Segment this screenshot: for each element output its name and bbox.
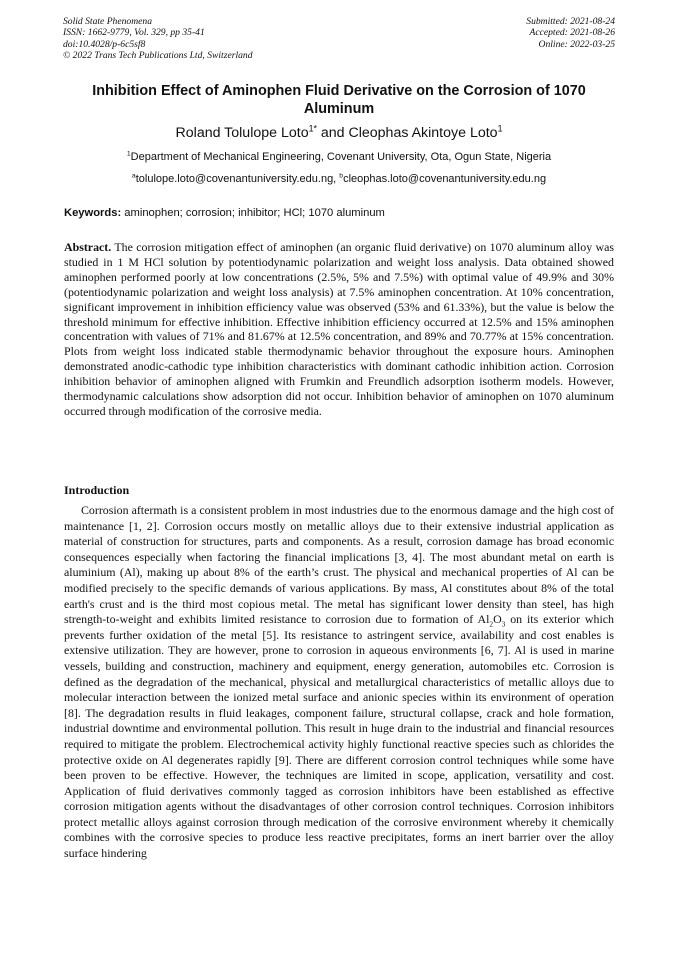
accepted-date: Accepted: 2021-08-26: [529, 27, 615, 39]
author-1-mark: 1*: [308, 123, 317, 134]
abstract-label: Abstract.: [64, 240, 112, 254]
author-2: Cleophas Akintoye Loto: [348, 125, 498, 141]
submission-dates: [526, 16, 615, 50]
journal-doi: doi:10.4028/p-6c5sf8: [63, 38, 146, 50]
keywords-text: aminophen; corrosion; inhibitor; HCl; 1070 aluminum: [121, 207, 385, 219]
author-2-mark: 1: [497, 123, 503, 134]
journal-issn: ISSN: 1662-9779, Vol. 329, pp 35-41: [63, 27, 205, 39]
journal-copyright: © 2022 Trans Tech Publications Ltd, Switzerland: [63, 49, 253, 61]
formula-o-subscript: 3: [501, 619, 506, 629]
paper-title: Inhibition Effect of Aminophen Fluid Derivative on the Corrosion of 1070 Aluminum: [92, 83, 586, 117]
author-emails: [60, 172, 618, 186]
submitted-date: Submitted: 2021-08-24: [526, 16, 615, 27]
introduction-body: [64, 503, 614, 862]
email-b[interactable]: cleophas.loto@covenantuniversity.edu.ng: [343, 173, 547, 185]
formula-al: Al: [477, 612, 490, 627]
abstract: [64, 240, 614, 419]
author-line: [60, 124, 618, 142]
email-b-mark: b: [339, 172, 344, 180]
affiliation-mark: 1: [126, 150, 131, 158]
intro-text-part-2: on its exterior which prevents further oxidation of the metal [5]. Its resistance to astringent service, availability and cost enables is extensive utilization. They are however, prone to corrosion in aqueous environments [6, 7]. Al is used in marine vessels, building and construction, machinery and equipment, energy generation, automobiles etc. Corrosion is defined as the degradation of the mechanical, physical and metallurgical characteristics of metallic alloys due to molecular interaction between the ionized metal surface and anionic species within its environment of operation [8]. The degradation results in fluid leakages, component failure, structural collapse, crack and hole formation, industrial downtime and environmental pollution. This result in huge drain to the industrial and financial resources required to mitigate the problem. Electrochemical activity highly functional reactive species such as chlorides the protective oxide on Al degenerates rapidly [9]. There are different corrosion control techniques while some have been proven to be effective. However, the techniques are limited in scope, application, versatility and cost. Application of fluid derivatives commonly tagged as corrosion inhibitors have been established as effective corrosion mitigation agents without the disadvantages of other corrosion control techniques. Corrosion inhibitors protect metallic alloys against corrosion through medication of the corrosive environment whereby it chemically combines with the corrosive species to produce less reactive precipitates, forms an inert barrier over the alloy surface hindering: [64, 612, 614, 861]
author-conjunction: and: [316, 125, 349, 141]
email-a-mark: a: [131, 172, 136, 180]
online-date: Online: 2022-03-25: [538, 38, 615, 50]
formula-al-subscript: 2: [489, 619, 494, 629]
formula-o: O: [493, 612, 502, 627]
section-heading-introduction: Introduction: [64, 483, 130, 497]
journal-name: Solid State Phenomena: [63, 16, 152, 27]
affiliation: [60, 150, 618, 164]
intro-text-part-1: Corrosion aftermath is a consistent problem in most industries due to the enormous damage and the high cost of maintenance [1, 2]. Corrosion occurs mostly on metallic alloys due to their extensive industrial application as material of construction for structures, parts and components. As a result, corrosion damage has broad economic consequences especially when factoring the financial implications [3, 4]. The most abundant metal on earth is aluminium (Al), making up about 8% of the earth’s crust. The physical and mechanical properties of Al can be modified precisely to the specific demands of various applications. By mass, Al constitutes about 8% of the total earth's crust and is the third most copious metal. The metal has significant lower density than steel, has high strength-to-weight and exhibits limited resistance to corrosion due to formation of: [64, 503, 614, 627]
affiliation-text: Department of Mechanical Engineering, Covenant University, Ota, Ogun State, Nigeria: [130, 151, 552, 163]
author-1: Roland Tolulope Loto: [175, 125, 309, 141]
formula-al2o3: [477, 612, 506, 629]
abstract-text: The corrosion mitigation effect of aminophen (an organic fluid derivative) on 1070 aluminum alloy was studied in 1 M HCl solution by potentiodynamic polarization and weight loss analysis. Data obtained showed aminophen performed poorly at low concentrations (2.5%, 5% and 7.5%) with optimal value of 49.9% and 30% (potentiodynamic polarization and weight loss analysis) at 7.5% aminophen concentration. At 10% concentration, significant improvement in inhibition efficiency value was observed (53% and 61.33%), but the value is below the threshold minimum for effective inhibition. Effective inhibition efficiency occurred at 12.5% and 15% aminophen concentration with values of 71% and 81.67% at 12.5% concentration, and 89% and 70.77% at 15% concentration. Plots from weight loss indicated stable thermodynamic behavior throughout the exposure hours. Aminophen demonstrated anodic-cathodic type inhibition characteristics with dominant cathodic inhibition action. Corrosion inhibition behavior of aminophen aligned with Frumkin and Freundlich adsorption isotherm models. However, thermodynamic calculations show adsorption did not occur. Inhibition behavior of aminophen on 1070 aluminum occurred through modification of the corrosive media.: [64, 240, 614, 418]
email-a[interactable]: tolulope.loto@covenantuniversity.edu.ng,: [135, 173, 340, 185]
journal-info: [63, 16, 253, 61]
keywords-label: Keywords:: [64, 207, 122, 219]
keywords: [64, 206, 616, 220]
